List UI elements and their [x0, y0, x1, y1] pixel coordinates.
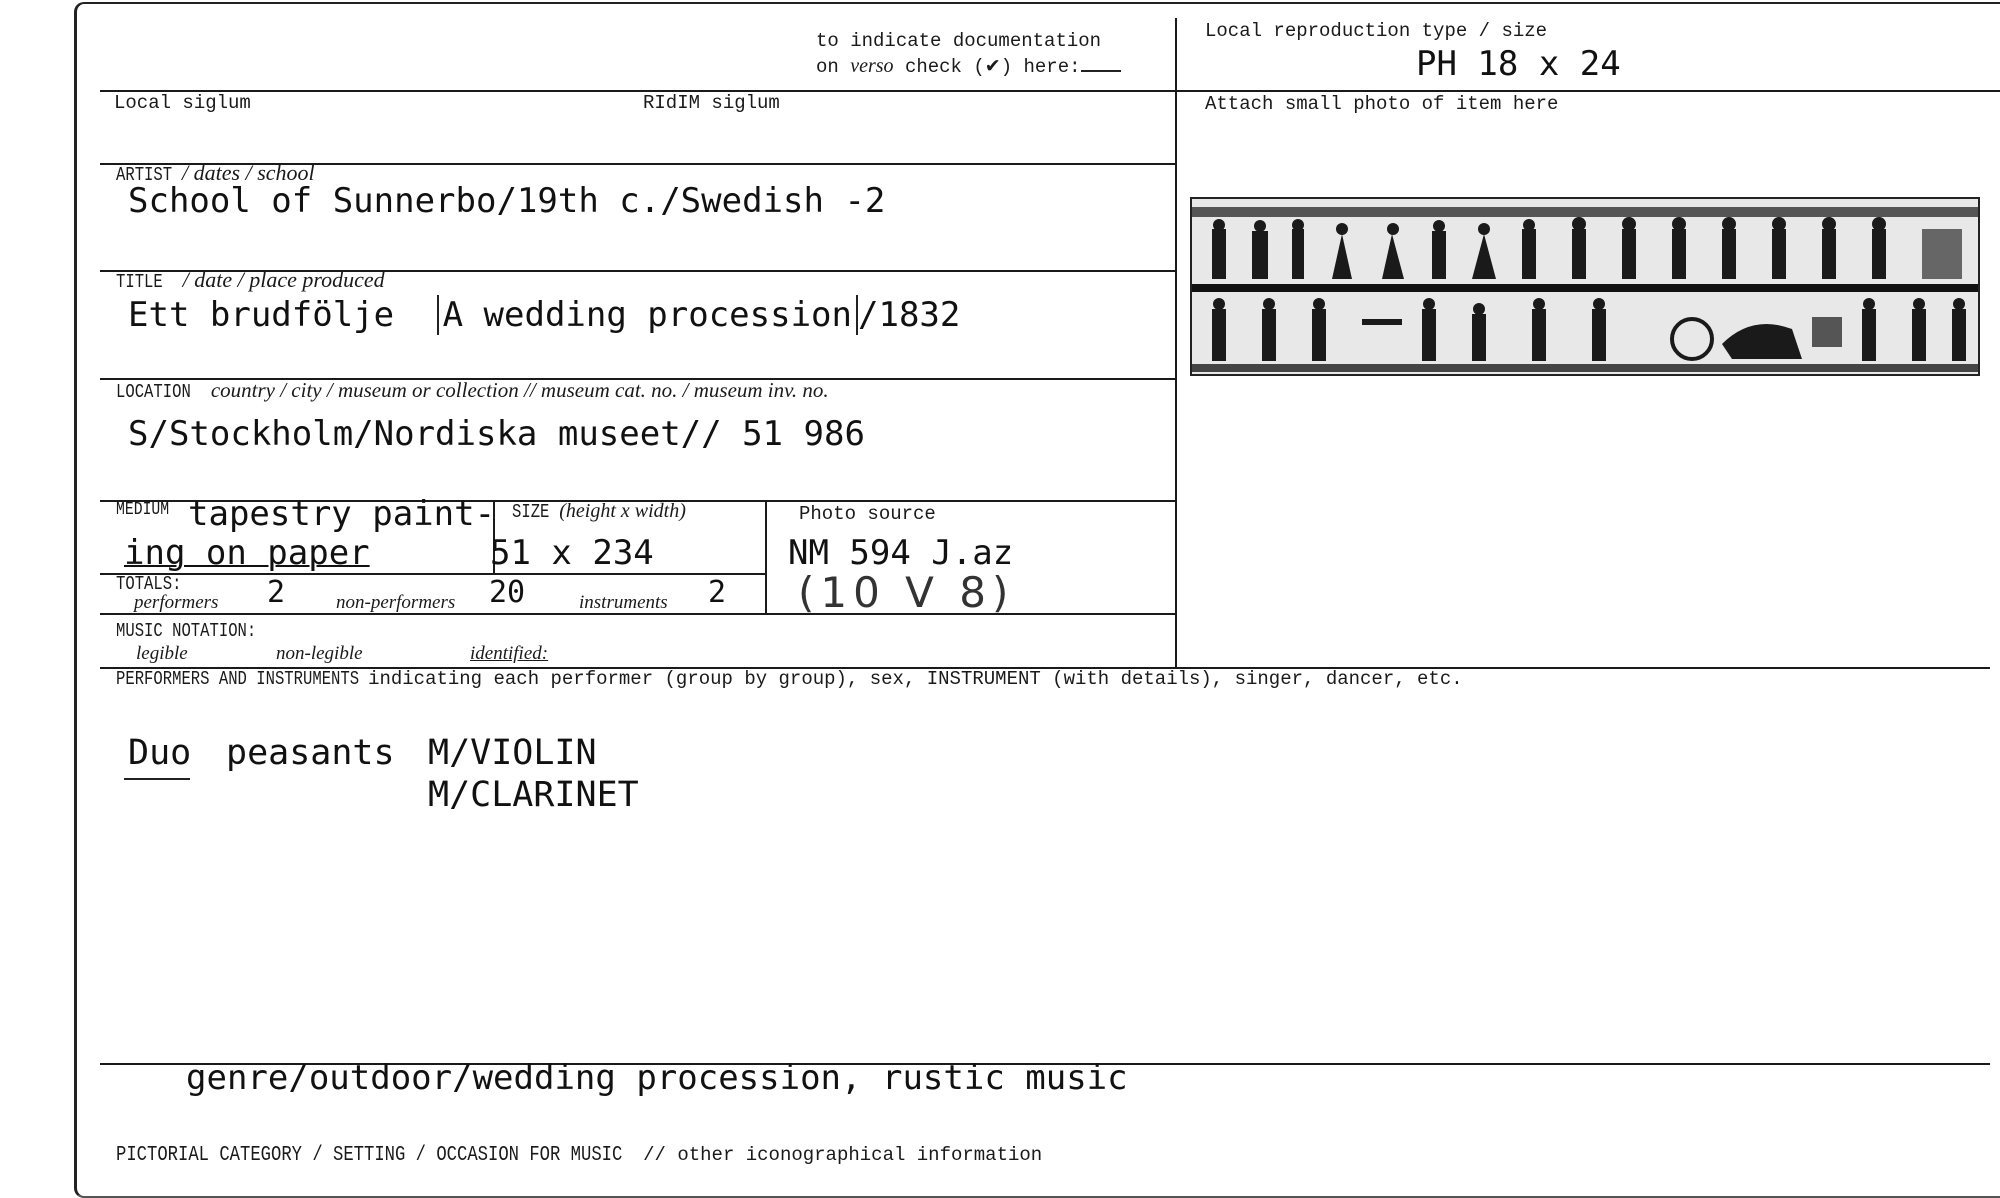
- category-value-main: genre/outdoor/wedding procession: [186, 1058, 842, 1098]
- totals-label: TOTALS:: [116, 573, 182, 595]
- location-label-rest: country / city / museum or collection // museum cat. no. / museum inv. no.: [210, 378, 829, 402]
- nonperformers-label: non-performers: [336, 592, 456, 613]
- medium-value-line1: tapestry paint-: [188, 494, 496, 534]
- ridim-siglum-label: RIdIM siglum: [643, 92, 780, 114]
- title-translation: A wedding procession: [437, 295, 858, 335]
- artist-label: ARTIST: [116, 164, 173, 186]
- category-value: [186, 1058, 1128, 1098]
- size-value: 51 x 234: [490, 533, 654, 573]
- performer-who: peasants: [226, 733, 395, 773]
- performers-label: performers: [134, 592, 219, 613]
- instruments-value: 2: [708, 575, 727, 610]
- verso-suffix: check (: [904, 56, 985, 78]
- location-label: LOCATION: [116, 381, 191, 403]
- tapestry-image: [1192, 199, 1978, 374]
- verso-instruction-line1: to indicate documentation: [816, 30, 1102, 52]
- instrument-1: M/VIOLIN: [428, 733, 597, 773]
- photo-source-handwritten: (10 V 8): [798, 568, 1015, 617]
- instruments-label: instruments: [579, 592, 668, 613]
- notation-label: MUSIC NOTATION:: [116, 620, 257, 642]
- verso-prefix: on: [816, 56, 839, 78]
- photo-attach-label: Attach small photo of item here: [1205, 93, 1559, 115]
- repro-label: Local reproduction type / size: [1205, 20, 1548, 42]
- artist-value: School of Sunnerbo/19th c./Swedish -2: [128, 181, 886, 221]
- medium-value-line2: ing on paper: [124, 533, 370, 573]
- instrument-2: M/CLARINET: [428, 775, 639, 815]
- category-value-added: , rustic music: [841, 1058, 1128, 1098]
- rule-top-header: [100, 90, 2000, 92]
- photo-source-label: Photo source: [799, 503, 936, 525]
- title-date: /1832: [858, 295, 961, 335]
- location-value: S/Stockholm/Nordiska museet// 51 986: [128, 414, 865, 454]
- performers-label-rest: indicating each performer (group by group), sex, INSTRUMENT (with details), singer, dancer, etc.: [368, 668, 1463, 690]
- title-label-rest: / date / place produced: [182, 267, 385, 292]
- rule-photo-left: [765, 500, 767, 615]
- verso-word: verso: [850, 55, 894, 77]
- photo-source-value: NM 594 J.az: [788, 533, 1014, 573]
- notation-identified: identified:: [470, 643, 549, 664]
- category-label-row: [116, 1144, 1042, 1167]
- notation-legible: legible: [136, 643, 188, 664]
- category-label-rest: // other iconographical information: [643, 1144, 1043, 1166]
- verso-instruction-line2: [816, 54, 1121, 78]
- title-original: Ett brudfölje: [128, 295, 395, 335]
- local-siglum-label: Local siglum: [114, 92, 251, 114]
- size-label-row: [512, 500, 686, 523]
- rule-totals: [100, 573, 765, 575]
- repro-value: PH 18 x 24: [1416, 44, 1621, 84]
- notation-nonlegible: non-legible: [276, 643, 363, 664]
- size-label-rest: (height x width): [559, 500, 686, 522]
- performers-label: PERFORMERS AND INSTRUMENTS: [116, 668, 360, 690]
- location-label-row: [116, 378, 829, 403]
- title-value: [128, 295, 960, 335]
- title-label: TITLE: [116, 271, 163, 293]
- medium-label: MEDIUM: [116, 500, 170, 520]
- nonperformers-value: 20: [489, 575, 526, 610]
- performers-value: 2: [267, 575, 286, 610]
- checkmark-icon: ✔: [984, 55, 1001, 77]
- performer-group-underline: [124, 778, 190, 780]
- verso-check-blank[interactable]: [1081, 54, 1121, 72]
- attached-tapestry-photo: [1190, 197, 1980, 376]
- performer-group: Duo: [128, 733, 192, 773]
- artist-label-rest: / dates / school: [182, 160, 315, 185]
- size-label: SIZE: [512, 501, 550, 523]
- verso-end: ) here:: [1000, 56, 1081, 78]
- category-label: PICTORIAL CATEGORY / SETTING / OCCASION FOR MUSIC: [116, 1144, 623, 1167]
- performers-label-row: [116, 668, 1463, 690]
- title-label-row: [116, 267, 385, 293]
- rule-right-column: [1175, 18, 1177, 668]
